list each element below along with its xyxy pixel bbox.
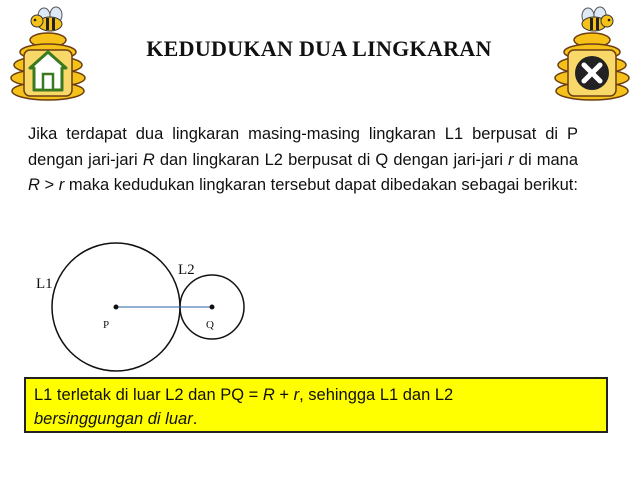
conclusion-r: r: [293, 386, 300, 404]
circles-diagram: [0, 240, 638, 380]
radius-big-R: R: [142, 150, 155, 169]
label-q: Q: [206, 319, 214, 331]
label-p: P: [103, 319, 110, 331]
paragraph-text-4: >: [39, 176, 59, 194]
center-p-point: [114, 305, 119, 310]
conclusion-emphasis: bersinggungan di luar: [34, 410, 193, 428]
conclusion-text-2: , sehingga L1 dan L2: [299, 386, 454, 404]
radius-big-R-2: R: [28, 176, 40, 194]
paragraph-text-2: dan lingkaran L2 berpusat di Q dengan jari-jari: [154, 150, 509, 169]
label-l1: L1: [36, 276, 53, 292]
paragraph-text-1: Jika terdapat dua lingkaran masing-masing lingkaran L1 berpusat di P dengan jari-jari: [28, 125, 578, 169]
paragraph-text-3: di mana: [513, 150, 579, 169]
conclusion-text-1: L1 terletak di luar L2 dan PQ =: [34, 386, 263, 404]
label-l2: L2: [178, 262, 195, 278]
bee-icon: [582, 7, 613, 31]
conclusion-plus: +: [274, 386, 294, 404]
paragraph-text-5: maka kedudukan lingkaran tersebut dapat dibedakan sebagai berikut:: [64, 176, 578, 194]
radius-small-r: r: [508, 150, 514, 169]
conclusion-box: [24, 377, 608, 433]
center-q-point: [210, 305, 215, 310]
bee-icon: [31, 7, 62, 31]
conclusion-period: .: [192, 410, 198, 428]
conclusion-R: R: [262, 386, 275, 404]
page-title: KEDUDUKAN DUA LINGKARAN: [146, 36, 492, 61]
intro-paragraph: [28, 122, 578, 199]
radius-small-r-2: r: [58, 176, 65, 194]
